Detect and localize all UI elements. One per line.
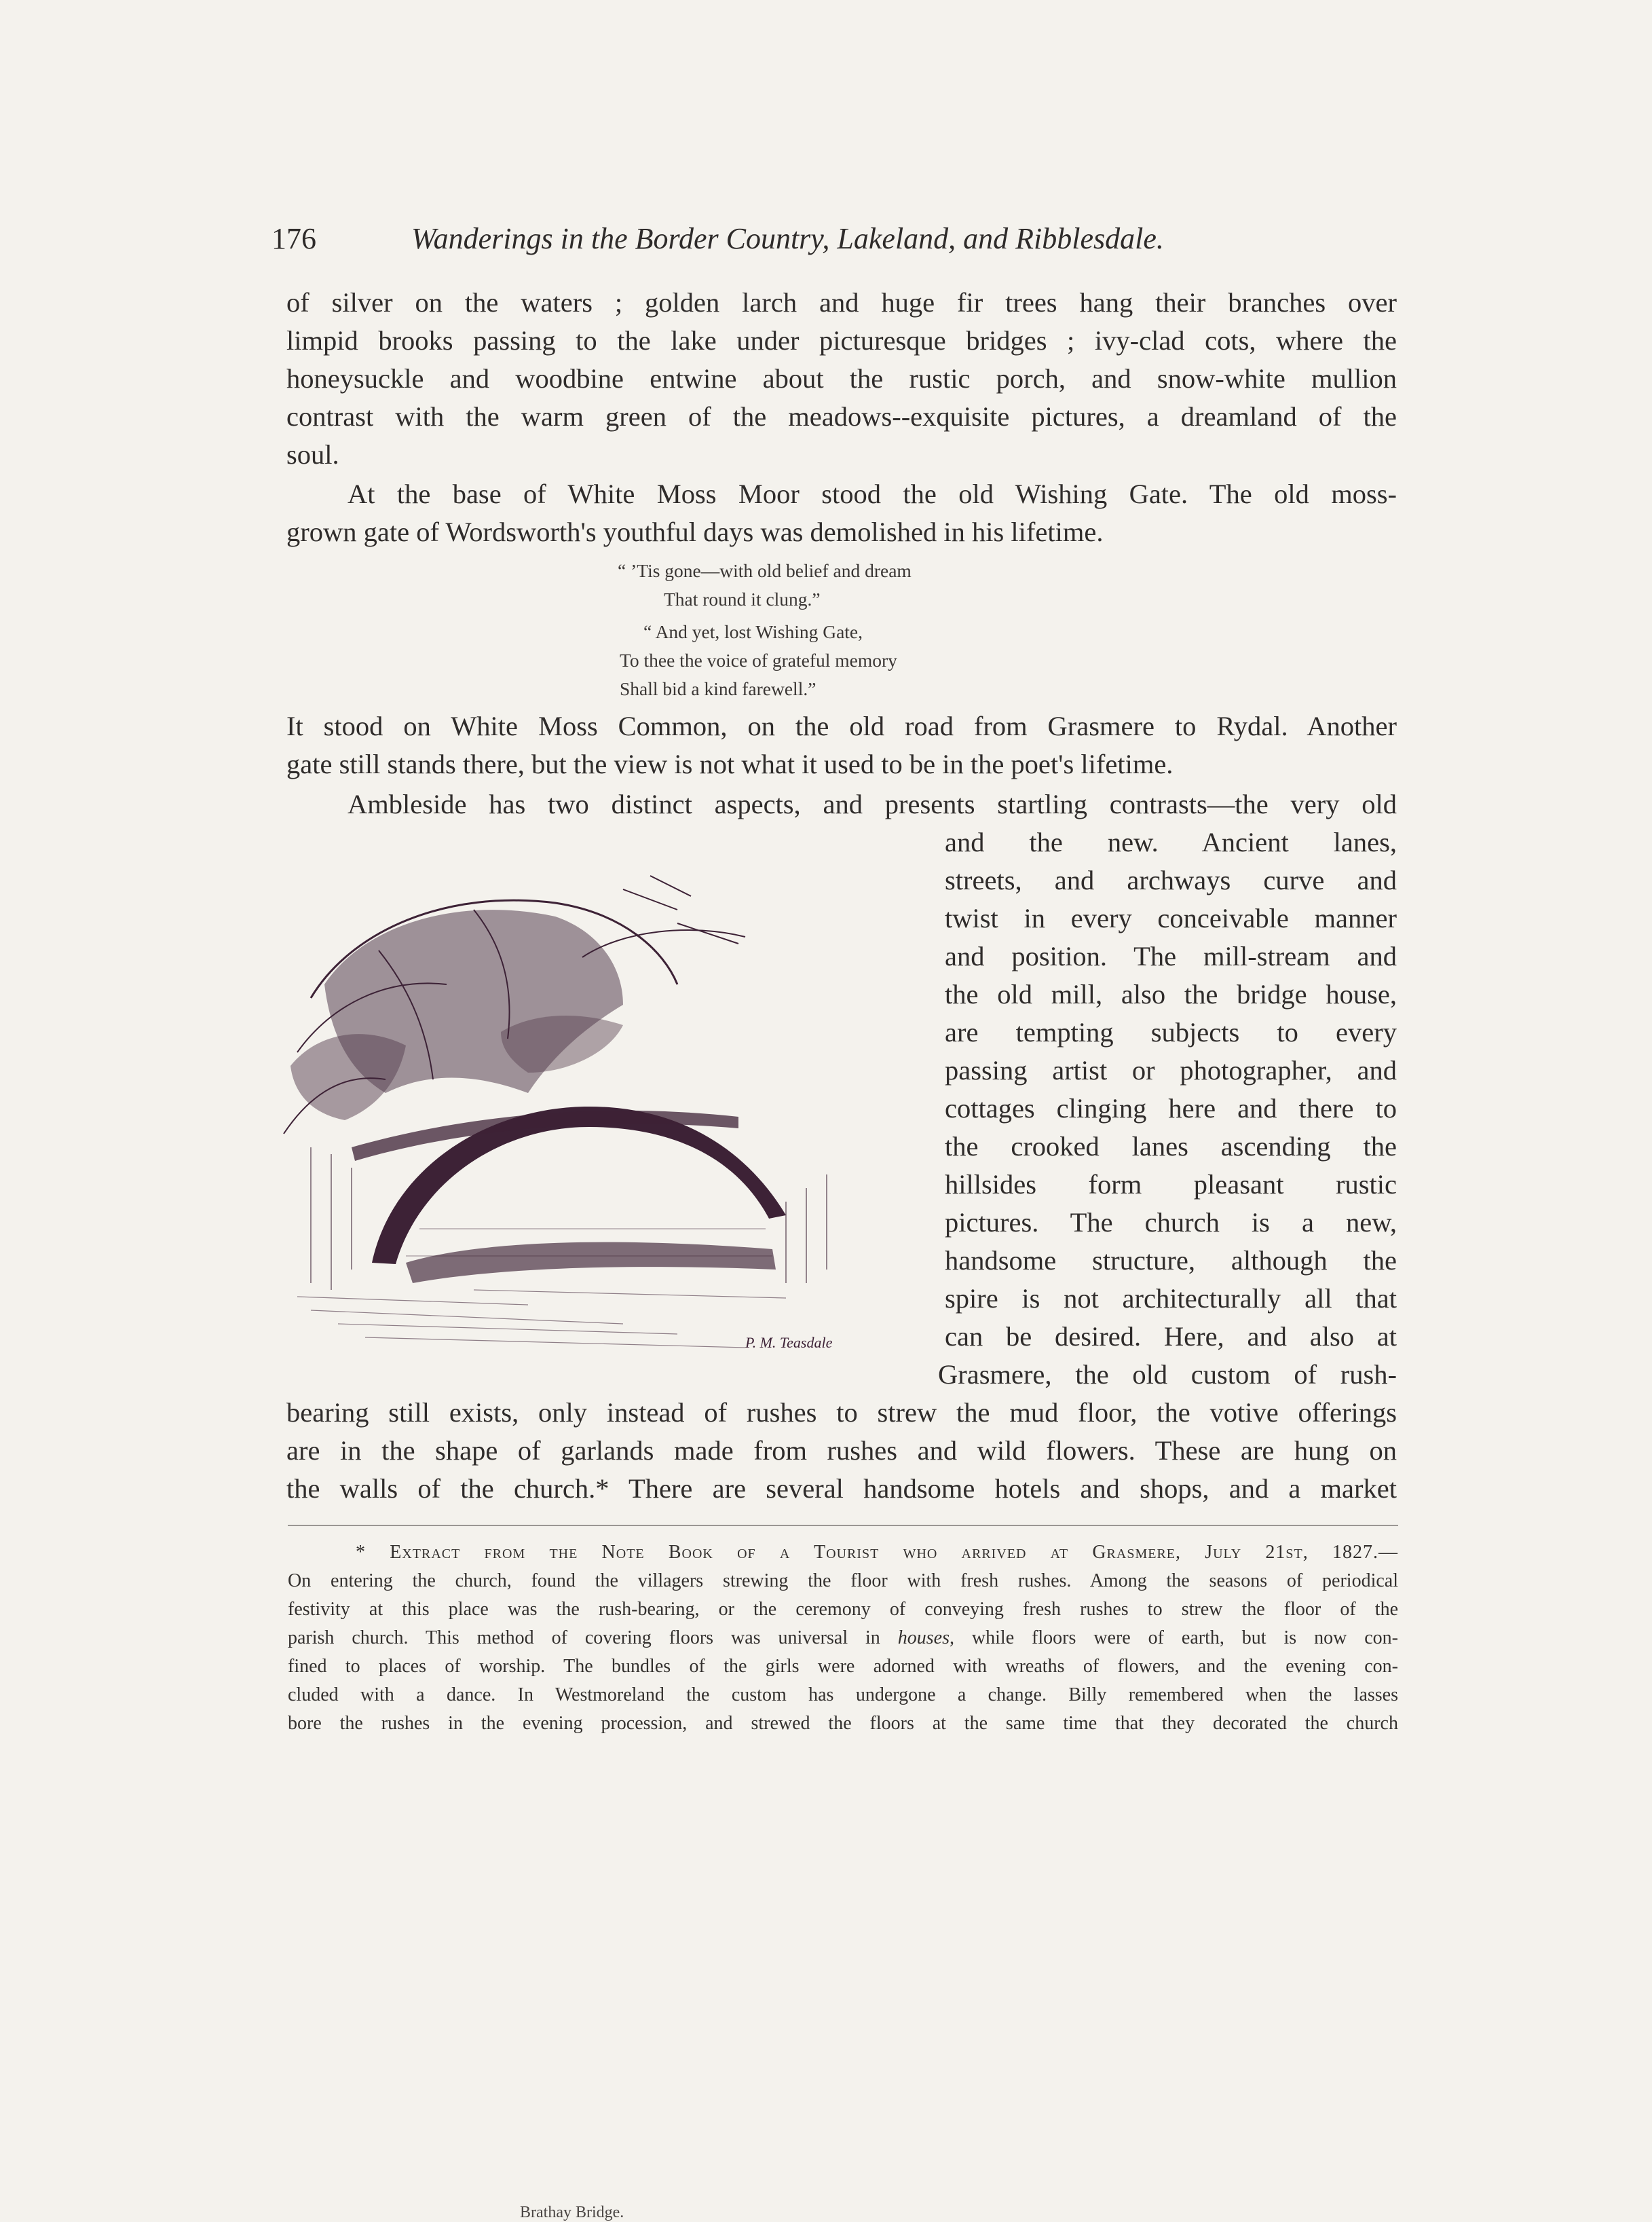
footnote-line: festivity at this place was the rush-bearing, or the ceremony of conveying fresh rushes to strew the floor of the bbox=[288, 1599, 1398, 1620]
text-line: cottages clinging here and there to bbox=[945, 1093, 1397, 1124]
verse-line: “ And yet, lost Wishing Gate, bbox=[643, 621, 863, 642]
text-line: and the new. Ancient lanes, bbox=[945, 827, 1397, 857]
text-line: of silver on the waters ; golden larch and huge fir trees hang their branches over bbox=[286, 287, 1397, 318]
text-line: spire is not architecturally all that bbox=[945, 1283, 1397, 1314]
artist-signature: P. M. Teasdale bbox=[745, 1334, 833, 1351]
footnote-line-text: while floors were of earth, but is now con- bbox=[971, 1627, 1399, 1648]
text-line: soul. bbox=[286, 439, 339, 470]
text-line: honeysuckle and woodbine entwine about the rustic porch, and snow-white mullion bbox=[286, 363, 1397, 394]
footnote-italic-word: houses, bbox=[897, 1627, 954, 1648]
text-line: the walls of the church.* There are several handsome hotels and shops, and a market bbox=[286, 1473, 1397, 1504]
text-line: bearing still exists, only instead of rushes to strew the mud floor, the votive offerings bbox=[286, 1397, 1397, 1428]
text-line: the old mill, also the bridge house, bbox=[945, 979, 1397, 1010]
text-line: are tempting subjects to every bbox=[945, 1017, 1397, 1048]
bridge-engraving bbox=[270, 849, 916, 1365]
text-line: handsome structure, although the bbox=[945, 1245, 1397, 1276]
verse-line: Shall bid a kind farewell.” bbox=[620, 678, 816, 699]
text-line: passing artist or photographer, and bbox=[945, 1055, 1397, 1086]
text-line: hillsides form pleasant rustic bbox=[945, 1169, 1397, 1200]
text-line: and position. The mill-stream and bbox=[945, 941, 1397, 971]
text-line: streets, and archways curve and bbox=[945, 865, 1397, 895]
footnote-line bbox=[288, 1624, 1398, 1652]
text-line: grown gate of Wordsworth's youthful days was demolished in his lifetime. bbox=[286, 517, 1104, 547]
footnote-line: On entering the church, found the villagers strewing the floor with fresh rushes. Among the seasons of periodical bbox=[288, 1570, 1398, 1591]
text-line: gate still stands there, but the view is not what it used to be in the poet's lifetime. bbox=[286, 749, 1174, 779]
running-head bbox=[271, 221, 1344, 262]
footnote-line: cluded with a dance. In Westmoreland the custom has undergone a change. Billy remembered when the lasses bbox=[288, 1684, 1398, 1705]
verse-line: To thee the voice of grateful memory bbox=[620, 650, 897, 671]
text-line: the crooked lanes ascending the bbox=[945, 1131, 1397, 1162]
verse-line: “ ’Tis gone—with old belief and dream bbox=[618, 560, 912, 581]
text-line: are in the shape of garlands made from rushes and wild flowers. These are hung on bbox=[286, 1435, 1397, 1466]
page-number: 176 bbox=[271, 222, 316, 255]
text-line: can be desired. Here, and also at bbox=[945, 1321, 1397, 1352]
footnote-line: fined to places of worship. The bundles of the girls were adorned with wreaths of flowers, and the evening con- bbox=[288, 1656, 1398, 1677]
text-line: It stood on White Moss Common, on the old road from Grasmere to Rydal. Another bbox=[286, 711, 1397, 741]
running-title: Wanderings in the Border Country, Lakeland, and Ribblesdale. bbox=[411, 222, 1164, 255]
text-line: At the base of White Moss Moor stood the old Wishing Gate. The old moss- bbox=[348, 479, 1397, 509]
footnote-heading: * Extract from the Note Book of a Tourist who arrived at Grasmere, July 21st, 1827.— bbox=[356, 1542, 1398, 1563]
footnote-line-text: parish church. This method of covering floors was universal in bbox=[288, 1627, 880, 1648]
footnote-line: bore the rushes in the evening procession, and strewed the floors at the same time that they decorated the church bbox=[288, 1713, 1398, 1734]
text-line: Ambleside has two distinct aspects, and presents startling contrasts—the very old bbox=[348, 789, 1397, 819]
text-line: Grasmere, the old custom of rush- bbox=[938, 1359, 1397, 1390]
text-line: pictures. The church is a new, bbox=[945, 1207, 1397, 1238]
verse-line: That round it clung.” bbox=[664, 589, 821, 610]
illustration-caption: Brathay Bridge. bbox=[520, 2204, 624, 2221]
footnote-rule bbox=[288, 1525, 1398, 1526]
text-line: contrast with the warm green of the meadows--exquisite pictures, a dreamland of the bbox=[286, 401, 1397, 432]
text-line: twist in every conceivable manner bbox=[945, 903, 1397, 933]
text-line: limpid brooks passing to the lake under picturesque bridges ; ivy-clad cots, where the bbox=[286, 325, 1397, 356]
